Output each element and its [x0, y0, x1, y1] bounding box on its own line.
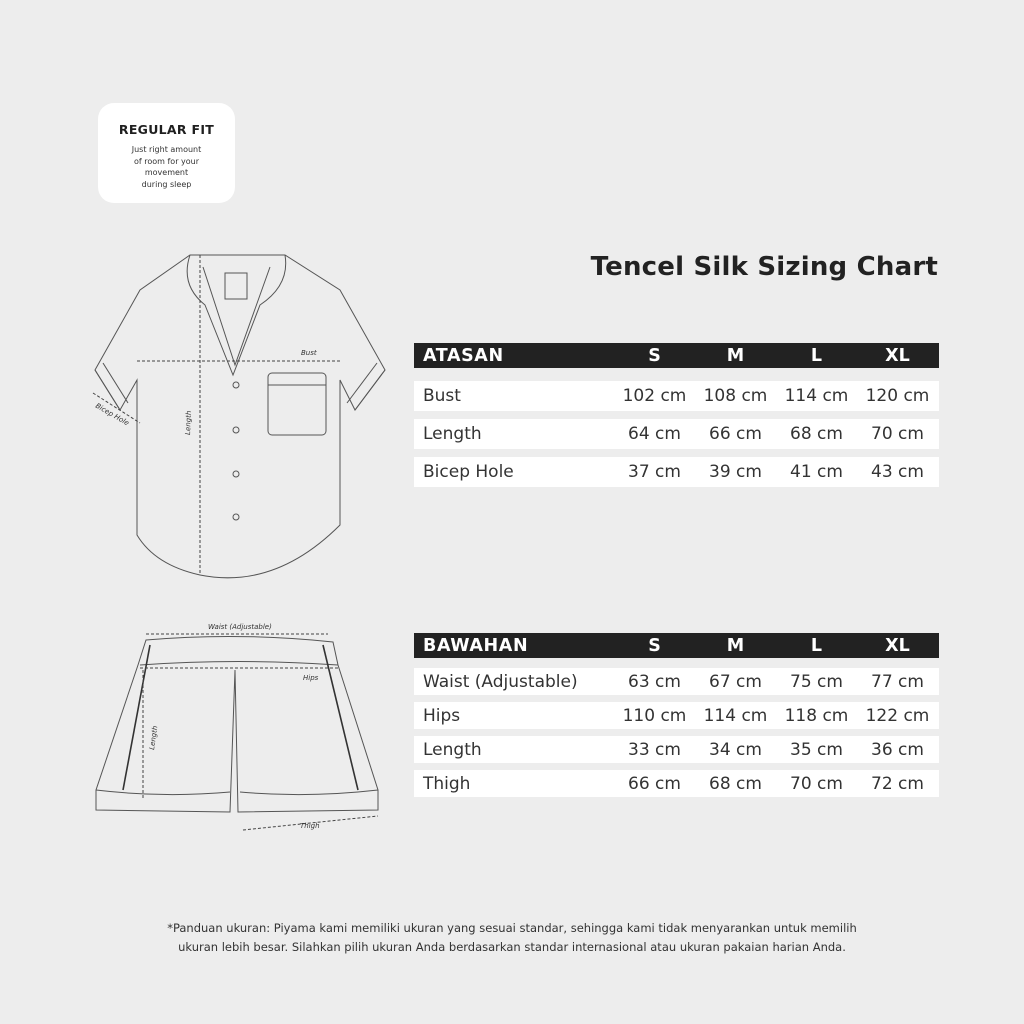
cell-value: 70 cm: [871, 424, 924, 444]
cell-value: 67 cm: [709, 671, 762, 692]
thigh-label: Thigh: [300, 822, 320, 830]
table-category: ATASAN: [423, 345, 504, 366]
cell-value: 64 cm: [628, 424, 681, 444]
size-header: M: [726, 635, 745, 656]
cell-value: 43 cm: [871, 462, 924, 482]
cell-value: 33 cm: [628, 739, 681, 760]
waist-label: Waist (Adjustable): [208, 623, 272, 631]
cell-value: 66 cm: [709, 424, 762, 444]
fit-title: REGULAR FIT: [118, 122, 215, 137]
cell-value: 102 cm: [622, 386, 687, 406]
table-category: BAWAHAN: [423, 635, 529, 656]
cell-value: 110 cm: [622, 705, 687, 726]
shorts-illustration: [88, 620, 388, 835]
cell-value: 118 cm: [784, 705, 849, 726]
cell-value: 114 cm: [703, 705, 768, 726]
cell-value: 68 cm: [709, 773, 762, 794]
row-label: Waist (Adjustable): [423, 671, 578, 692]
footnote-line: ukuran lebih besar. Silahkan pilih ukuran Anda berdasarkan standar internasional atau ukuran pakaian harian Anda.: [178, 940, 846, 954]
row-label: Length: [423, 739, 482, 760]
cell-value: 75 cm: [790, 671, 843, 692]
bust-label: Bust: [301, 349, 317, 357]
table-row: [414, 457, 939, 487]
shirt-illustration: [85, 245, 395, 585]
cell-value: 77 cm: [871, 671, 924, 692]
table-row: [414, 419, 939, 449]
table-row: [414, 770, 939, 797]
table-row: [414, 702, 939, 729]
footnote-line: *Panduan ukuran: Piyama kami memiliki ukuran yang sesuai standar, sehingga kami tidak menyarankan untuk memilih: [167, 921, 857, 935]
table-row: [414, 736, 939, 763]
cell-value: 36 cm: [871, 739, 924, 760]
shorts-length-label: Length: [148, 725, 160, 751]
cell-value: 70 cm: [790, 773, 843, 794]
size-header: S: [648, 345, 661, 366]
size-guide-footnote: [0, 919, 1024, 957]
table-header: [414, 633, 939, 658]
size-header: XL: [885, 345, 910, 366]
cell-value: 120 cm: [865, 386, 930, 406]
table-row: [414, 381, 939, 411]
bicep-label: Bicep Hole: [94, 401, 131, 428]
cell-value: 66 cm: [628, 773, 681, 794]
size-header: XL: [885, 635, 910, 656]
size-header: M: [726, 345, 745, 366]
size-header: L: [810, 345, 823, 366]
regular-fit-badge: [98, 103, 235, 203]
cell-value: 72 cm: [871, 773, 924, 794]
cell-value: 122 cm: [865, 705, 930, 726]
row-label: Bicep Hole: [423, 462, 514, 482]
size-header: L: [810, 635, 823, 656]
row-label: Length: [423, 424, 482, 444]
size-header: S: [648, 635, 661, 656]
cell-value: 39 cm: [709, 462, 762, 482]
cell-value: 34 cm: [709, 739, 762, 760]
cell-value: 37 cm: [628, 462, 681, 482]
bawahan-size-table: [414, 633, 939, 797]
cell-value: 68 cm: [790, 424, 843, 444]
cell-value: 63 cm: [628, 671, 681, 692]
cell-value: 41 cm: [790, 462, 843, 482]
table-row: [414, 668, 939, 695]
cell-value: 114 cm: [784, 386, 849, 406]
row-label: Hips: [423, 705, 461, 726]
hips-label: Hips: [303, 674, 319, 682]
fit-description: Just right amount of room for your movement during sleep: [131, 145, 202, 189]
cell-value: 35 cm: [790, 739, 843, 760]
page-title: Tencel Silk Sizing Chart: [590, 252, 938, 282]
shirt-length-label: Length: [184, 410, 193, 436]
table-header: [414, 343, 939, 368]
atasan-size-table: [414, 343, 939, 487]
row-label: Bust: [423, 386, 461, 406]
row-label: Thigh: [423, 773, 471, 794]
cell-value: 108 cm: [703, 386, 768, 406]
